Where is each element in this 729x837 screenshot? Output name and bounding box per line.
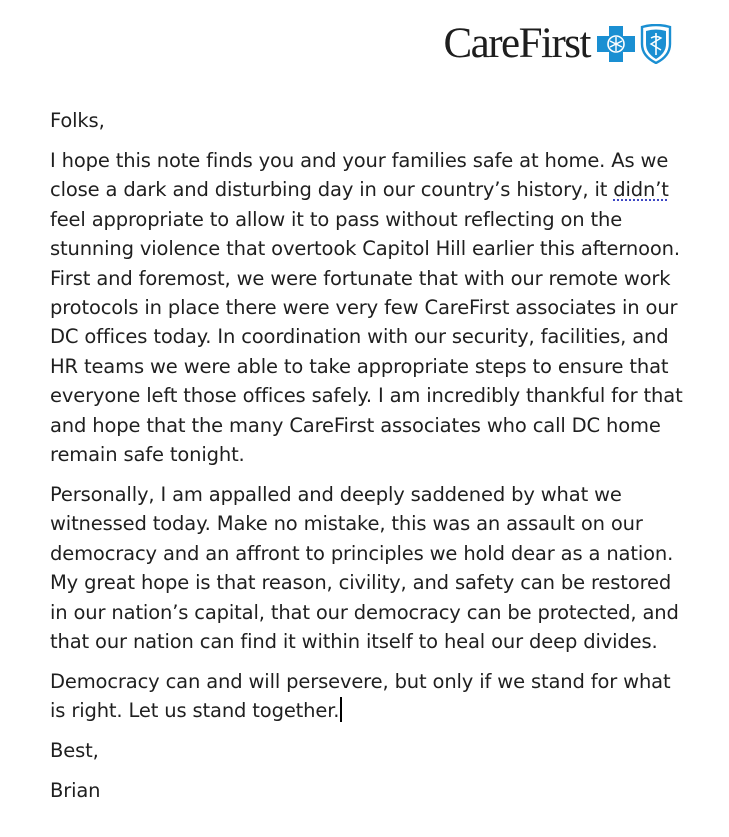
letter-body[interactable] [50, 106, 690, 816]
text-cursor [340, 697, 342, 722]
paragraph-2: Personally, I am appalled and deeply saddened by what we witnessed today. Make no mistake, this was an assault on our democracy and an affront to principles we hold dear as a nation. My great hope is that reason, civility, and safety can be restored in our nation’s capital, that our democracy can be protected, and that our nation can find it within itself to heal our deep divides. [50, 482, 679, 653]
paragraph-1 [50, 146, 690, 469]
paragraph-3 [50, 667, 690, 726]
signature: Brian [50, 779, 101, 803]
carefirst-logo [443, 22, 674, 65]
logo-wordmark: CareFirst [443, 20, 590, 67]
closing: Best, [50, 739, 99, 763]
salutation: Folks, [50, 109, 105, 132]
paragraph-1-text-end: feel appropriate to allow it to pass without reflecting on the stunning violence that overtook Capitol Hill earlier this afternoon. First and foremost, we were fortunate that with our remote work protocols in place there were very few CareFirst associates in our DC offices today. In coordination with our security, facilities, and HR teams we were able to take appropriate steps to ensure that everyone left those offices safely. I am incredibly thankful for that and hope that the many CareFirst associates who call DC home remain safe tonight. [50, 207, 683, 466]
logo-mark [596, 24, 674, 64]
paragraph-1-text-start: I hope this note finds you and your families safe at home. As we close a dark and disturbing day in our country’s history, it [50, 148, 669, 202]
paragraph-3-text: Democracy can and will persevere, but only if we stand for what is right. Let us stand together. [50, 669, 671, 723]
blue-shield-icon [638, 24, 674, 64]
blue-cross-icon [596, 25, 636, 63]
spellcheck-flagged-word[interactable]: didn’t [613, 178, 669, 202]
